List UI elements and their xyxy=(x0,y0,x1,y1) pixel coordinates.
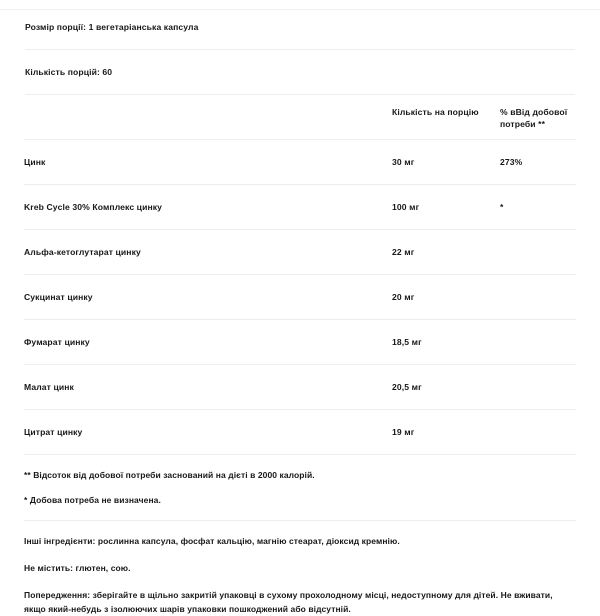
row-amount: 19 мг xyxy=(392,427,415,437)
table-row xyxy=(24,140,576,184)
row-amount: 20,5 мг xyxy=(392,382,422,392)
table-row xyxy=(24,365,576,409)
table-header-row xyxy=(24,95,576,139)
row-amount: 100 мг xyxy=(392,202,420,212)
footnote-daily-value-basis: ** Відсоток від добової потреби заснований на дієті в 2000 калорій. xyxy=(24,470,315,480)
table-row xyxy=(24,410,576,454)
row-amount: 20 мг xyxy=(392,292,415,302)
supplement-facts-panel xyxy=(0,5,600,614)
table-row xyxy=(24,230,576,274)
row-name: Kreb Cycle 30% Комплекс цинку xyxy=(24,202,163,212)
nutrition-table xyxy=(0,95,600,455)
row-name: Сукцинат цинку xyxy=(24,292,93,302)
table-row xyxy=(24,185,576,229)
row-amount: 30 мг xyxy=(392,157,415,167)
row-name: Малат цинк xyxy=(24,382,74,392)
serving-info-block xyxy=(1,5,599,95)
serving-size-row xyxy=(25,5,575,49)
row-amount: 22 мг xyxy=(392,247,415,257)
table-row xyxy=(24,320,576,364)
serving-size-text: Розмір порції: 1 вегетаріанська капсула xyxy=(25,22,199,32)
row-name: Цитрат цинку xyxy=(24,427,83,437)
header-amount-per-serving: Кількість на порцію xyxy=(392,107,479,117)
row-name: Цинк xyxy=(24,157,46,167)
table-row xyxy=(24,275,576,319)
other-information-block xyxy=(0,521,600,616)
header-daily-value: % вВід добової потреби ** xyxy=(500,107,568,129)
footnotes-block xyxy=(0,455,600,520)
top-divider xyxy=(0,9,600,10)
servings-per-container-text: Кількість порцій: 60 xyxy=(25,67,113,77)
servings-per-container-row xyxy=(25,50,575,94)
row-daily-value: 273% xyxy=(500,157,523,167)
row-name: Альфа-кетоглутарат цинку xyxy=(24,247,141,257)
row-amount: 18,5 мг xyxy=(392,337,422,347)
warning-text: Попередження: зберігайте в щільно закритій упаковці в сухому прохолодному місці, недоступному для дітей. Не вживати, якщо який-небудь з ізолюючих шарів упаковки пошкоджений або відсутній. xyxy=(24,590,553,614)
footnote-daily-value-not-established: * Добова потреба не визначена. xyxy=(24,495,161,505)
free-from-text: Не містить: глютен, сою. xyxy=(24,563,131,573)
row-daily-value: * xyxy=(500,202,504,212)
row-name: Фумарат цинку xyxy=(24,337,90,347)
other-ingredients-text: Інші інгредієнти: рослинна капсула, фосфат кальцію, магнію стеарат, діоксид кремнію. xyxy=(24,536,400,546)
